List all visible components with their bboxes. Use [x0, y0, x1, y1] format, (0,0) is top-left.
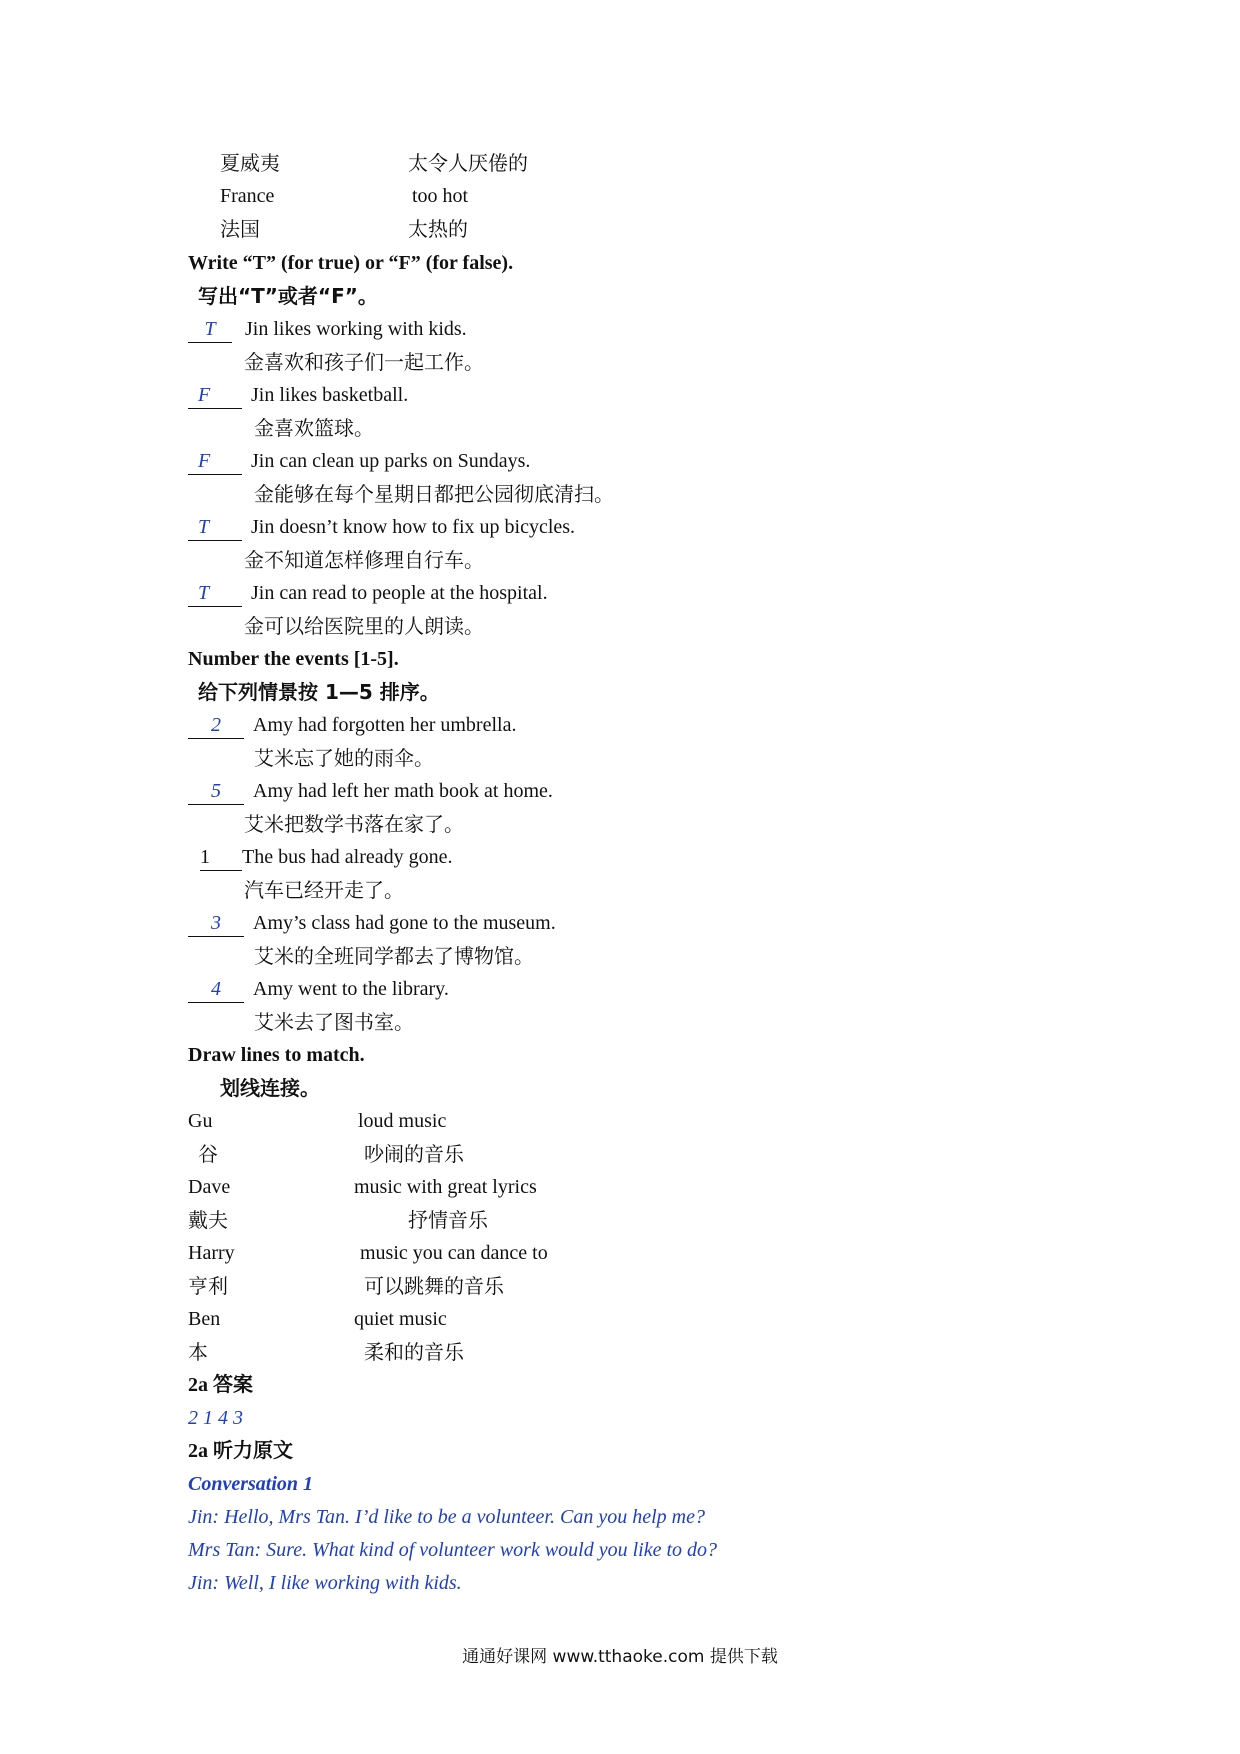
- order-item-3: [200, 844, 452, 871]
- answer-blank: [188, 448, 242, 475]
- tf-item-3: [188, 448, 530, 475]
- tf-item-1: [188, 316, 467, 343]
- match-music-lyrics: music with great lyrics: [354, 1176, 537, 1198]
- match-title-zh: 划线连接。: [220, 1076, 320, 1100]
- tf-item-2: [188, 382, 408, 409]
- match-name-gu: Gu: [188, 1110, 213, 1132]
- answer-blank: [188, 976, 244, 1003]
- tf-translation-3: 金能够在每个星期日都把公园彻底清扫。: [254, 482, 614, 506]
- tf-title-zh: 写出“T”或者“F”。: [198, 284, 378, 308]
- order-translation-3: 汽车已经开走了。: [244, 878, 404, 902]
- match-music-zh-lyrics: 抒情音乐: [408, 1208, 488, 1232]
- adjective-too-hot: too hot: [412, 185, 469, 207]
- answer-blank: [188, 514, 242, 541]
- order-item-2: [188, 778, 553, 805]
- answer-blank: [188, 910, 244, 937]
- order-answer-2: 5: [211, 780, 221, 802]
- order-answer-1: 2: [211, 714, 221, 736]
- tf-sentence-5: Jin can read to people at the hospital.: [251, 582, 548, 604]
- match-music-zh-loud: 吵闹的音乐: [364, 1142, 464, 1166]
- match-name-dave: Dave: [188, 1176, 231, 1198]
- answer-blank: [188, 580, 242, 607]
- match-music-loud: loud music: [358, 1110, 447, 1132]
- order-item-5: [188, 976, 449, 1003]
- transcript-line-3: Jin: Well, I like working with kids.: [188, 1572, 462, 1594]
- transcript-line-2: Mrs Tan: Sure. What kind of volunteer work would you like to do?: [188, 1539, 718, 1561]
- tf-sentence-1: Jin likes working with kids.: [245, 318, 467, 340]
- tf-answer-3: F: [198, 450, 211, 472]
- match-name-zh-harry: 亨利: [188, 1274, 228, 1298]
- tf-sentence-3: Jin can clean up parks on Sundays.: [251, 450, 531, 472]
- order-translation-4: 艾米的全班同学都去了博物馆。: [254, 944, 534, 968]
- adjective-zh-boring: 太令人厌倦的: [408, 151, 528, 175]
- answer-blank: [188, 316, 232, 343]
- transcript-line-1: Jin: Hello, Mrs Tan. I’d like to be a volunteer. Can you help me?: [188, 1506, 705, 1528]
- adjective-zh-too-hot: 太热的: [408, 217, 468, 241]
- order-sentence-5: Amy went to the library.: [253, 978, 449, 1000]
- tf-translation-4: 金不知道怎样修理自行车。: [244, 548, 484, 572]
- order-item-4: [188, 910, 556, 937]
- answer-blank: [188, 712, 244, 739]
- answer-blank: [200, 844, 242, 871]
- order-sentence-2: Amy had left her math book at home.: [253, 780, 553, 802]
- conversation-title: Conversation 1: [188, 1473, 314, 1495]
- match-name-zh-gu: 谷: [198, 1142, 218, 1166]
- match-name-ben: Ben: [188, 1308, 221, 1330]
- tf-answer-4: T: [198, 516, 210, 538]
- tf-translation-5: 金可以给医院里的人朗读。: [244, 614, 484, 638]
- tf-answer-2: F: [198, 384, 211, 406]
- transcript-2a-title: 2a 听力原文: [188, 1440, 293, 1462]
- match-music-zh-quiet: 柔和的音乐: [364, 1340, 464, 1364]
- answers-2a-value: 2 1 4 3: [188, 1407, 243, 1429]
- order-answer-5: 4: [211, 978, 221, 1000]
- order-answer-4: 3: [211, 912, 221, 934]
- order-sentence-1: Amy had forgotten her umbrella.: [253, 714, 517, 736]
- tf-sentence-2: Jin likes basketball.: [251, 384, 409, 406]
- order-translation-1: 艾米忘了她的雨伞。: [254, 746, 434, 770]
- order-answer-3: 1: [200, 846, 210, 868]
- order-sentence-3: The bus had already gone.: [242, 846, 453, 868]
- match-music-quiet: quiet music: [354, 1308, 447, 1330]
- match-title-en: Draw lines to match.: [188, 1044, 365, 1066]
- tf-answer-5: T: [198, 582, 210, 604]
- match-music-dance: music you can dance to: [360, 1242, 548, 1264]
- tf-item-4: [188, 514, 575, 541]
- country-zh-hawaii: 夏威夷: [220, 151, 280, 175]
- order-translation-5: 艾米去了图书室。: [254, 1010, 414, 1034]
- match-name-harry: Harry: [188, 1242, 235, 1264]
- tf-translation-1: 金喜欢和孩子们一起工作。: [244, 350, 484, 374]
- order-sentence-4: Amy’s class had gone to the museum.: [253, 912, 556, 934]
- answer-blank: [188, 382, 242, 409]
- order-item-1: [188, 712, 516, 739]
- tf-sentence-4: Jin doesn’t know how to fix up bicycles.: [251, 516, 576, 538]
- order-title-en: Number the events [1-5].: [188, 648, 399, 670]
- match-music-zh-dance: 可以跳舞的音乐: [364, 1274, 504, 1298]
- match-name-zh-dave: 戴夫: [188, 1208, 228, 1232]
- tf-answer-1: T: [204, 318, 216, 340]
- order-title-zh: 给下列情景按 1—5 排序。: [198, 680, 440, 704]
- page-footer: 通通好课网 www.tthaoke.com 提供下载: [462, 1647, 778, 1667]
- country-zh-france: 法国: [220, 217, 260, 241]
- order-translation-2: 艾米把数学书落在家了。: [244, 812, 464, 836]
- match-name-zh-ben: 本: [188, 1340, 208, 1364]
- country-france: France: [220, 185, 275, 207]
- tf-item-5: [188, 580, 548, 607]
- answer-blank: [188, 778, 244, 805]
- tf-title-en: Write “T” (for true) or “F” (for false).: [188, 252, 514, 274]
- answers-2a-title: 2a 答案: [188, 1374, 253, 1396]
- tf-translation-2: 金喜欢篮球。: [254, 416, 374, 440]
